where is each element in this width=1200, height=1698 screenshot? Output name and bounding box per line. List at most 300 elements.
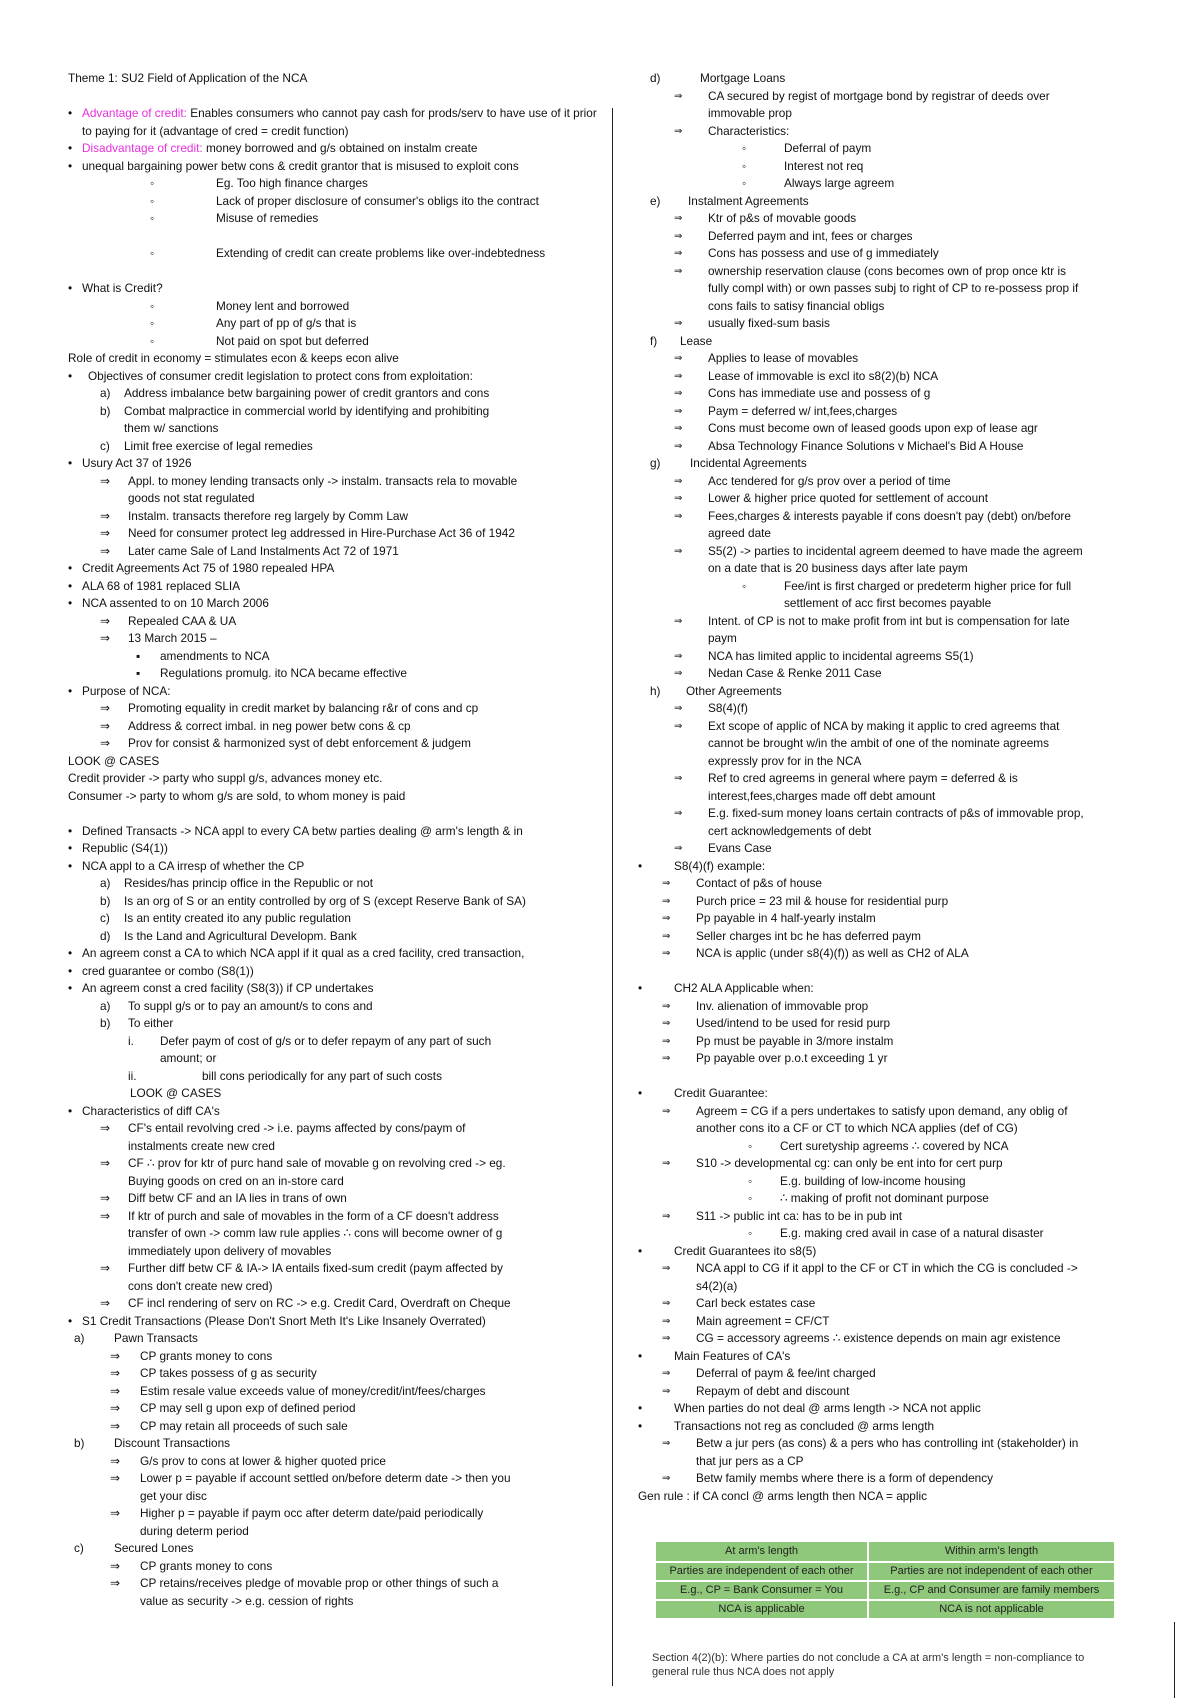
item-text: Paym = deferred w/ int,fees,charges [708, 403, 898, 418]
disadvantage-text: money borrowed and g/s obtained on instalm create [202, 141, 478, 155]
table-cell: Parties are independent of each other [655, 1562, 868, 1581]
arrow-icon: ⇒ [674, 808, 683, 819]
list-item [638, 1015, 1138, 1033]
list-item [68, 1208, 608, 1226]
list-item [68, 1558, 608, 1576]
marker: b) [100, 893, 111, 908]
arrow-icon: ⇒ [662, 1333, 671, 1344]
item-text: Ext scope of applic of NCA by making it applic to cred agreems that [708, 718, 1060, 733]
item-text: Deferral of paym & fee/int charged [696, 1366, 876, 1380]
item-text: CA secured by regist of mortgage bond by registrar of deeds over [708, 88, 1050, 103]
list-item [68, 1435, 608, 1453]
item-text: Betw a jur pers (as cons) & a pers who has controlling int (stakeholder) in [696, 1436, 1079, 1450]
item-text: G/s prov to cons at lower & higher quoted price [140, 1453, 386, 1468]
list-item [638, 1033, 1138, 1051]
list-item [68, 1190, 608, 1208]
marker: a) [100, 386, 111, 400]
list-item [638, 665, 1138, 683]
list-item [638, 770, 1138, 788]
list-item: ◦ E.g. making cred avail in case of a natural disaster [638, 1225, 1138, 1243]
arrow-icon: ⇒ [100, 613, 110, 628]
arrow-icon: ⇒ [674, 615, 683, 627]
list-item: on a date that is 20 business days after late paym [708, 561, 968, 575]
arrow-icon: ⇒ [674, 510, 683, 522]
list-item [638, 910, 1138, 928]
item-text: Ref to cred agreems in general where paym = deferred & is [708, 771, 1018, 785]
left-column [68, 70, 608, 1610]
list-item: expressly prov for in the NCA [708, 753, 862, 768]
arrow-icon: ⇒ [110, 1576, 120, 1590]
item-text: Evans Case [708, 841, 772, 855]
table-cell: E.g., CP = Bank Consumer = You [655, 1581, 868, 1600]
purpose-of-nca: • Purpose of NCA: [68, 683, 608, 701]
list-item [638, 840, 1138, 858]
list-item: • NCA assented to on 10 March 2006 [68, 595, 608, 613]
item-text: Is an org of S or an entity controlled by org of S (except Reserve Bank of SA) [124, 893, 526, 908]
marker: c) [100, 911, 110, 925]
item-text: Later came Sale of Land Instalments Act 72 of 1971 [128, 543, 399, 558]
item-text: E.g. fixed-sum money loans certain contracts of p&s of immovable prop, [708, 806, 1084, 820]
item-text: Repealed CAA & UA [128, 613, 237, 628]
arrow-icon: ⇒ [662, 1035, 671, 1047]
item-text: NCA has limited applic to incidental agreems S5(1) [708, 648, 974, 663]
arrow-icon: ⇒ [662, 1298, 671, 1309]
list-item: them w/ sanctions [124, 421, 219, 435]
advantage-text: Enables consumers who cannot pay cash for prods/serv to have use of it prior to paying for it (advantage of cred = credit function) [82, 106, 597, 138]
list-item: s4(2)(a) [696, 1278, 738, 1293]
list-item: ◦ Money lent and borrowed [68, 298, 608, 316]
item-text: NCA is applic (under s8(4)(f)) as well as CH2 of ALA [696, 946, 969, 960]
characteristics: • Characteristics of diff CA's [68, 1103, 608, 1121]
item-text: bill cons periodically for any part of such costs [202, 1068, 442, 1083]
marker: ii. [128, 1068, 137, 1083]
item-text: Purch price = 23 mil & house for residential purp [696, 893, 949, 908]
list-item [68, 508, 608, 526]
arrow-icon: ⇒ [100, 526, 110, 540]
list-item [68, 630, 608, 648]
arrow-icon: ⇒ [100, 701, 110, 715]
item-text: Lease [680, 333, 713, 348]
list-item: ◦ Misuse of remedies [68, 210, 608, 228]
table-cell: E.g., CP and Consumer are family members [868, 1581, 1115, 1600]
arrow-icon: ⇒ [674, 370, 683, 382]
arrow-icon: ⇒ [674, 703, 683, 714]
item-text: cred guarantee or combo (S8(1)) [82, 963, 254, 978]
item-text: Lower p = payable if account settled on/before determ date -> then you [140, 1471, 511, 1485]
arrow-icon: ⇒ [674, 125, 683, 137]
list-item [638, 1208, 1138, 1226]
item-text: Repaym of debt and discount [696, 1383, 850, 1398]
arrow-icon: ⇒ [662, 1385, 671, 1397]
list-item [68, 1033, 608, 1051]
marker: a) [100, 876, 111, 890]
list-item [638, 945, 1138, 963]
list-item [638, 805, 1138, 823]
list-item [638, 88, 1138, 106]
list-item [638, 1260, 1138, 1278]
list-item [68, 403, 608, 421]
item-text: Applies to lease of movables [708, 351, 859, 365]
table-cell: NCA is applicable [655, 1600, 868, 1619]
advantage-of-credit [68, 105, 608, 140]
list-item: paym [708, 631, 737, 645]
item-text: 13 March 2015 – [128, 631, 217, 645]
arrow-icon: ⇒ [674, 248, 683, 259]
list-item: • When parties do not deal @ arms length -> NCA not applic [638, 1400, 1138, 1418]
section-mortgage [638, 70, 1138, 88]
marker: a) [100, 998, 111, 1013]
list-item [68, 1418, 608, 1436]
item-text: CP may retain all proceeds of such sale [140, 1418, 348, 1433]
item-text: Address & correct imbal. in neg power betw cons & cp [128, 718, 411, 733]
marker: b) [74, 1436, 85, 1450]
column-divider [612, 108, 613, 1686]
item-text: Cons has immediate use and possess of g [708, 386, 931, 400]
list-item [638, 1295, 1138, 1313]
list-item [638, 648, 1138, 666]
arrow-icon: ⇒ [674, 318, 683, 329]
list-item [638, 543, 1138, 561]
item-text: Higher p = payable if paym occ after determ date/paid periodically [140, 1506, 484, 1520]
arrow-icon: ⇒ [674, 388, 683, 399]
table-row [655, 1541, 1115, 1562]
usury-act: • Usury Act 37 of 1926 [68, 455, 608, 473]
arrow-icon: ⇒ [662, 1368, 671, 1379]
arrow-icon: ⇒ [110, 1506, 120, 1520]
list-item [68, 1470, 608, 1488]
item-text: CP takes possess of g as security [140, 1366, 317, 1380]
main-features-heading: • Main Features of CA's [638, 1348, 1138, 1366]
list-item [68, 1260, 608, 1278]
consumer-definition: Consumer -> party to whom g/s are sold, to whom money is paid [68, 788, 406, 803]
marker: c) [100, 438, 110, 453]
list-item: immovable prop [708, 106, 792, 120]
item-text: Lower & higher price quoted for settlement of account [708, 491, 989, 505]
list-item [638, 438, 1138, 456]
list-item [68, 1348, 608, 1366]
defined-transacts-cont [68, 840, 608, 858]
item-text: usually fixed-sum basis [708, 316, 830, 330]
arrow-icon: ⇒ [110, 1366, 120, 1380]
item-text: Carl beck estates case [696, 1296, 816, 1310]
list-item [68, 1540, 608, 1558]
arrow-icon: ⇒ [674, 353, 683, 364]
arrow-icon: ⇒ [110, 1471, 120, 1485]
arrow-icon: ⇒ [674, 213, 683, 224]
arrow-icon: ⇒ [662, 1053, 671, 1064]
item-text: Cons has possess and use of g immediately [708, 246, 939, 260]
item-text: CF incl rendering of serv on RC -> e.g. Credit Card, Overdraft on Cheque [128, 1296, 511, 1310]
list-item [638, 1050, 1138, 1068]
list-item [68, 438, 608, 456]
item-text: Further diff betw CF & IA-> IA entails fixed-sum credit (paym affected by [128, 1261, 503, 1275]
marker: i. [128, 1033, 134, 1048]
item-text: Secured Lones [114, 1541, 194, 1555]
arms-length-table [654, 1540, 1116, 1620]
list-item [68, 1120, 608, 1138]
list-item: settlement of acc first becomes payable [784, 596, 992, 610]
arrow-icon: ⇒ [674, 405, 683, 417]
list-item: • An agreem const a cred facility (S8(3)) if CP undertakes [68, 980, 608, 998]
item-text: If ktr of purch and sale of movables in the form of a CF doesn't address [128, 1208, 499, 1223]
ch2-ala-heading: • CH2 ALA Applicable when: [638, 980, 1138, 998]
arrow-icon: ⇒ [674, 720, 683, 732]
list-item: transfer of own -> comm law rule applies ∴ cons will become owner of g [128, 1226, 503, 1240]
item-text: CF's entail revolving cred -> i.e. payms affected by cons/paym of [128, 1121, 466, 1135]
item-text: Contact of p&s of house [696, 876, 822, 890]
list-item [638, 1330, 1138, 1348]
item-text: Characteristics: [708, 123, 790, 138]
list-item [68, 1295, 608, 1313]
list-item [68, 613, 608, 631]
objectives: • Objectives of consumer credit legislation to protect cons from exploitation: [68, 368, 608, 386]
arrow-icon: ⇒ [100, 1208, 110, 1223]
disadvantage-text-2: unequal bargaining power betw cons & credit grantor that is misused to exploit cons [82, 158, 519, 173]
item-text: NCA appl to CG if it appl to the CF or CT in which the CG is concluded -> [696, 1261, 1078, 1275]
list-item: Buying goods on cred on an in-store card [128, 1173, 344, 1188]
item-text: Instalm. transacts therefore reg largely by Comm Law [128, 508, 408, 523]
item-text: Mortgage Loans [700, 71, 786, 85]
item-text: Promoting equality in credit market by balancing r&r of cons and cp [128, 701, 479, 715]
example-heading: • S8(4)(f) example: [638, 858, 1138, 876]
list-item [68, 718, 608, 736]
list-item: agreed date [708, 526, 771, 540]
section-other [638, 683, 1138, 701]
list-item [638, 1470, 1138, 1488]
what-is-credit: • What is Credit? [68, 280, 608, 298]
marker: d) [100, 928, 111, 943]
arrow-icon: ⇒ [100, 1261, 110, 1275]
list-item [68, 1015, 608, 1033]
item-text: Used/intend to be used for resid purp [696, 1016, 891, 1030]
right-column [638, 70, 1138, 1505]
item-text: To either [128, 1016, 174, 1030]
arrow-icon: ⇒ [674, 773, 683, 784]
item-text: Lease of immovable is excl ito s8(2)(b) NCA [708, 368, 939, 383]
item-text: Incidental Agreements [690, 456, 807, 470]
page-edge-line [1174, 1622, 1175, 1698]
marker: f) [650, 333, 658, 348]
marker: e) [650, 193, 661, 208]
list-item [68, 385, 608, 403]
list-item [68, 893, 608, 911]
arrow-icon: ⇒ [674, 90, 683, 102]
list-item: cannot be brought w/in the ambit of one of the nominate agreems [708, 736, 1050, 750]
list-item: amount; or [160, 1051, 217, 1065]
list-item [68, 473, 608, 491]
list-item: • Credit Agreements Act 75 of 1980 repealed HPA [68, 560, 608, 578]
list-item [638, 473, 1138, 491]
item-text: Republic (S4(1)) [82, 841, 168, 855]
list-item: another cons ito a CF or CT to which NCA applies (def of CG) [696, 1121, 1018, 1135]
list-item [638, 1435, 1138, 1453]
item-text: S11 -> public int ca: has to be in pub int [696, 1208, 903, 1223]
list-item [68, 1068, 608, 1086]
arrow-icon: ⇒ [100, 1156, 110, 1170]
list-item [68, 875, 608, 893]
list-item [68, 543, 608, 561]
defined-transacts: • Defined Transacts -> NCA appl to every CA betw parties dealing @ arm's length & in [68, 823, 608, 841]
arrow-icon: ⇒ [662, 948, 671, 959]
item-text: Pawn Transacts [114, 1331, 198, 1345]
marker: h) [650, 683, 661, 698]
list-item: • ALA 68 of 1981 replaced SLIA [68, 578, 608, 596]
list-item [638, 210, 1138, 228]
list-item: instalments create new cred [128, 1138, 275, 1153]
list-item: get your disc [140, 1488, 207, 1503]
list-item [638, 420, 1138, 438]
list-item: ◦ E.g. building of low-income housing [638, 1173, 1138, 1191]
list-item: value as security -> e.g. cession of rights [140, 1593, 354, 1608]
list-item: cons don't create new cred) [128, 1278, 273, 1293]
item-text: S10 -> developmental cg: can only be ent into for cert purp [696, 1156, 1003, 1170]
arrow-icon: ⇒ [110, 1558, 120, 1573]
item-text: Other Agreements [686, 683, 782, 698]
arrow-icon: ⇒ [110, 1348, 120, 1363]
list-item [68, 1155, 608, 1173]
list-item [638, 403, 1138, 421]
arrow-icon: ⇒ [662, 1473, 671, 1484]
list-item [68, 1330, 608, 1348]
role-of-credit: Role of credit in economy = stimulates econ & keeps econ alive [68, 351, 399, 365]
item-text: Combat malpractice in commercial world by identifying and prohibiting [124, 403, 490, 418]
list-item [638, 718, 1138, 736]
item-text: Pp payable in 4 half-yearly instalm [696, 911, 876, 925]
list-item [638, 385, 1138, 403]
item-text: Ktr of p&s of movable goods [708, 211, 857, 225]
marker: g) [650, 456, 661, 470]
list-item: ◦ Interest not req [638, 158, 1138, 176]
list-item: ◦ ∴ making of profit not dominant purpose [638, 1190, 1138, 1208]
list-item: ◦ Extending of credit can create problems like over-indebtedness [68, 245, 608, 263]
list-item: cons fails to satisy financial obligs [708, 298, 885, 313]
item-text: Address imbalance betw bargaining power of credit grantors and cons [124, 386, 490, 400]
arrow-icon: ⇒ [100, 473, 110, 488]
list-item: interest,fees,charges made off debt amount [708, 788, 936, 803]
list-item [68, 1365, 608, 1383]
list-item: ◦ Lack of proper disclosure of consumer's obligs ito the contract [68, 193, 608, 211]
list-item [68, 1505, 608, 1523]
arrow-icon: ⇒ [674, 650, 683, 662]
arrow-icon: ⇒ [674, 843, 683, 854]
list-item: ◦ Eg. Too high finance charges [68, 175, 608, 193]
arrow-icon: ⇒ [674, 493, 683, 504]
arrow-icon: ⇒ [662, 1315, 671, 1327]
section-lease [638, 333, 1138, 351]
advantage-label: Advantage of credit: [82, 106, 187, 120]
arrow-icon: ⇒ [100, 1121, 110, 1135]
arrow-icon: ⇒ [674, 545, 683, 557]
list-item [638, 875, 1138, 893]
list-item [638, 315, 1138, 333]
item-text: S5(2) -> parties to incidental agreem deemed to have made the agreem [708, 543, 1083, 558]
marker: b) [100, 1016, 111, 1030]
item-text: Absa Technology Finance Solutions v Michael's Bid A House [708, 438, 1024, 453]
arrow-icon: ⇒ [674, 230, 683, 242]
arrow-icon: ⇒ [674, 265, 683, 277]
section-instalment [638, 193, 1138, 211]
list-item [68, 1575, 608, 1593]
credit-guarantees-s8: • Credit Guarantees ito s8(5) [638, 1243, 1138, 1261]
credit-guarantee-heading: • Credit Guarantee: [638, 1085, 1138, 1103]
item-text: CP retains/receives pledge of movable prop or other things of such a [140, 1576, 499, 1590]
list-item [638, 263, 1138, 281]
table-row [655, 1562, 1115, 1581]
arrow-icon: ⇒ [674, 475, 683, 487]
marker: b) [100, 403, 111, 418]
item-text: Nedan Case & Renke 2011 Case [708, 666, 882, 680]
arrow-icon: ⇒ [110, 1401, 120, 1415]
list-item [638, 245, 1138, 263]
list-item: ◦ Cert suretyship agreems ∴ covered by NCA [638, 1138, 1138, 1156]
list-item-cont [68, 963, 608, 981]
arrow-icon: ⇒ [100, 718, 110, 733]
item-text: Deferred paym and int, fees or charges [708, 228, 913, 243]
list-item [638, 893, 1138, 911]
item-text: Inv. alienation of immovable prop [696, 998, 869, 1013]
item-text: Discount Transactions [114, 1436, 231, 1450]
list-item [638, 700, 1138, 718]
arrow-icon: ⇒ [662, 1210, 671, 1222]
nca-irrespective: • NCA appl to a CA irresp of whether the CP [68, 858, 608, 876]
list-item: • Transactions not reg as concluded @ arms length [638, 1418, 1138, 1436]
list-item [68, 1453, 608, 1471]
table-cell: Parties are not independent of each other [868, 1562, 1115, 1581]
list-item [638, 1365, 1138, 1383]
item-text: CG = accessory agreems ∴ existence depends on main agr existence [696, 1331, 1061, 1345]
item-text: Need for consumer protect leg addressed in Hire-Purchase Act 36 of 1942 [128, 526, 515, 540]
disadvantage-label: Disadvantage of credit: [82, 141, 203, 155]
list-item [638, 123, 1138, 141]
item-text: Cons must become own of leased goods upon exp of lease agr [708, 421, 1038, 435]
credit-provider-definition: Credit provider -> party who suppl g/s, advances money etc. [68, 771, 383, 785]
arrow-icon: ⇒ [674, 668, 683, 679]
disadvantage-text-cont [68, 158, 608, 176]
item-text: Main agreement = CF/CT [696, 1313, 830, 1328]
arrow-icon: ⇒ [662, 930, 671, 942]
list-item: ◦ Deferral of paym [638, 140, 1138, 158]
arrow-icon: ⇒ [100, 736, 110, 750]
item-text: Fees,charges & interests payable if cons doesn't pay (debt) on/before [708, 508, 1071, 523]
look-cases: LOOK @ CASES [130, 1086, 222, 1100]
item-text: S8(4)(f) [708, 701, 748, 715]
arrow-icon: ⇒ [110, 1418, 120, 1433]
arrow-icon: ⇒ [110, 1453, 120, 1468]
item-text: Appl. to money lending transacts only -> instalm. transacts rela to movable [128, 473, 518, 488]
list-item: ◦ Any part of pp of g/s that is [68, 315, 608, 333]
item-text: CP grants money to cons [140, 1348, 273, 1363]
marker: d) [650, 71, 661, 85]
list-item [68, 910, 608, 928]
marker: c) [74, 1541, 84, 1555]
general-rule: Gen rule : if CA concl @ arms length then NCA = applic [638, 1488, 928, 1503]
list-item [638, 368, 1138, 386]
list-item: fully compl with) or own passes subj to right of CP to re-possess prop if [708, 281, 1079, 295]
list-item: ▪ amendments to NCA [68, 648, 608, 666]
list-item [68, 998, 608, 1016]
item-text: Seller charges int bc he has deferred paym [696, 928, 921, 943]
item-text: ownership reservation clause (cons becomes own of prop once ktr is [708, 263, 1067, 278]
arrow-icon: ⇒ [662, 1000, 671, 1012]
list-item [68, 1400, 608, 1418]
arrow-icon: ⇒ [100, 631, 110, 645]
arrow-icon: ⇒ [100, 1191, 110, 1205]
list-item [638, 508, 1138, 526]
s1-credit-transactions: • S1 Credit Transactions (Please Don't Snort Meth It's Like Insanely Overrated) [68, 1313, 608, 1331]
table-header-cell: At arm's length [655, 1541, 868, 1562]
item-text: Defer paym of cost of g/s or to defer repaym of any part of such [160, 1033, 492, 1048]
item-text: Is an entity created ito any public regulation [124, 911, 351, 925]
